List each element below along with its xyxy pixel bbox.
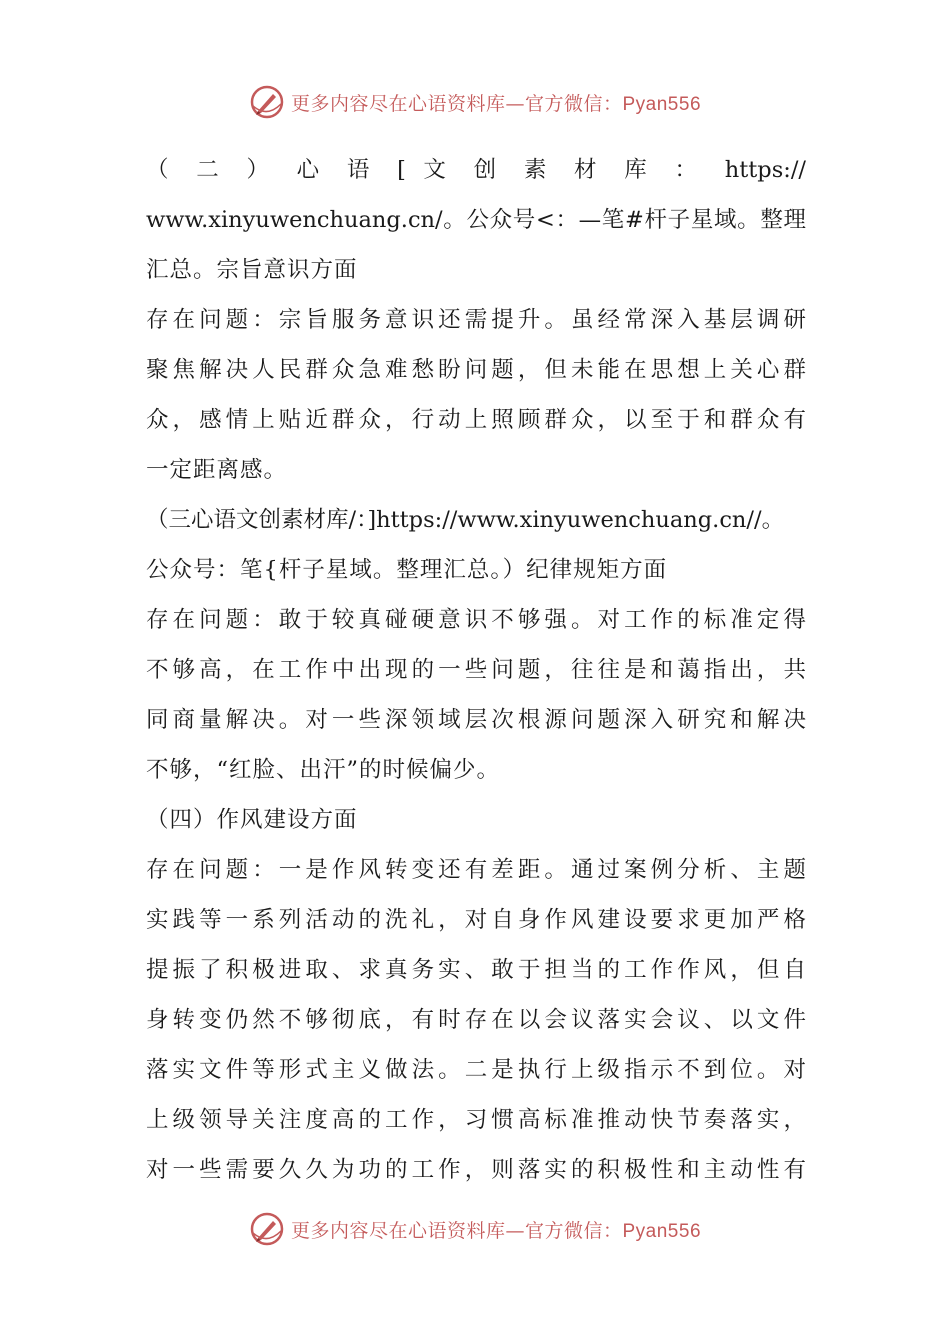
text-line: （四）作风建设方面 — [146, 807, 358, 833]
text-line: 落实文件等形式主义做法。二是执行上级指示不到位。对 — [146, 1057, 806, 1083]
text-line: 公众号：笔{杆子星域。整理汇总。）纪律规矩方面 — [146, 557, 668, 583]
text-line: 汇总。宗旨意识方面 — [146, 257, 358, 283]
text-line: （ 二 ） 心 语 [ 文 创 素 材 库 ： https:// — [146, 157, 806, 183]
text-line: 存在问题：一是作风转变还有差距。通过案例分析、主题 — [146, 857, 806, 883]
pen-logo-icon — [249, 84, 285, 120]
text-line: 对一些需要久久为功的工作，则落实的积极性和主动性有 — [146, 1157, 806, 1183]
banner-label: 更多内容尽在心语资料库—官方微信： — [290, 1219, 623, 1242]
text-line: 同商量解决。对一些深领域层次根源问题深入研究和解决 — [146, 707, 806, 733]
footer-watermark-banner — [0, 1209, 950, 1249]
wechat-id: Pyan556 — [622, 1220, 702, 1242]
text-line: 聚焦解决人民群众急难愁盼问题，但未能在思想上关心群 — [146, 357, 806, 383]
wechat-id: Pyan556 — [622, 93, 702, 115]
text-line: （三心语文创素材库/：]https://www.xinyuwenchuang.cn//。 — [146, 507, 785, 533]
text-line: 提振了积极进取、求真务实、敢于担当的工作作风，但自 — [146, 957, 806, 983]
header-watermark-banner — [0, 82, 950, 122]
text-line: 存在问题：宗旨服务意识还需提升。虽经常深入基层调研 — [146, 307, 806, 333]
text-line: 不够高，在工作中出现的一些问题，往往是和蔼指出，共 — [146, 657, 806, 683]
banner-text — [291, 1216, 701, 1243]
text-line: 身转变仍然不够彻底，有时存在以会议落实会议、以文件 — [146, 1007, 806, 1033]
text-line: 一定距离感。 — [146, 457, 288, 483]
banner-label: 更多内容尽在心语资料库—官方微信： — [290, 92, 623, 115]
text-line: 众，感情上贴近群众，行动上照顾群众，以至于和群众有 — [146, 407, 806, 433]
document-body — [146, 145, 806, 1195]
banner-text — [291, 89, 701, 116]
text-line: 实践等一系列活动的洗礼，对自身作风建设要求更加严格 — [146, 907, 806, 933]
text-line: 存在问题：敢于较真碰硬意识不够强。对工作的标准定得 — [146, 607, 806, 633]
text-line: 上级领导关注度高的工作，习惯高标准推动快节奏落实， — [146, 1107, 806, 1133]
text-line: 不够，“红脸、出汗”的时候偏少。 — [146, 757, 501, 783]
pen-logo-icon — [249, 1211, 285, 1247]
text-line: www.xinyuwenchuang.cn/。公众号<：—笔#杆子星域。整理 — [146, 207, 806, 233]
